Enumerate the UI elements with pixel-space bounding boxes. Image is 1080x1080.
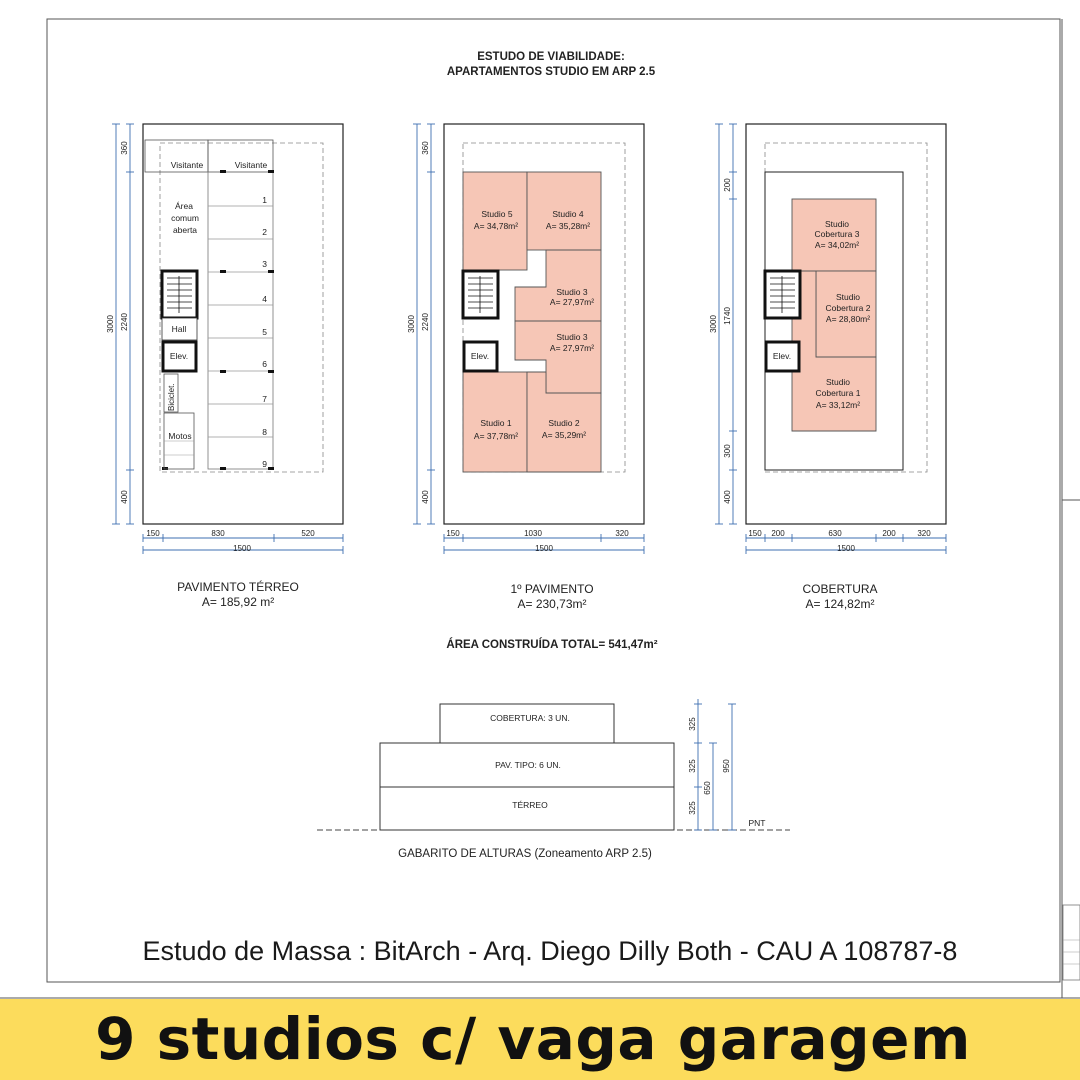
unit-area: A= 27,97m²	[549, 297, 595, 307]
plan-name: PAVIMENTO TÉRREO	[177, 580, 299, 594]
moto-label: Motos	[168, 431, 192, 441]
title-line-2: APARTAMENTOS STUDIO EM ARP 2.5	[446, 66, 656, 78]
unit-name: Studio 4	[552, 209, 584, 219]
section-caption: GABARITO DE ALTURAS (Zoneamento ARP 2.5)	[398, 848, 652, 860]
dim-inner: 2240	[421, 313, 430, 331]
area-comum-label: Área	[175, 201, 193, 211]
unit-name: Studio	[825, 377, 851, 387]
unit-name: Studio 1	[480, 418, 512, 428]
parking-number: 8	[262, 427, 267, 437]
unit-area: A= 35,28m²	[545, 221, 591, 231]
bike-label: Biciclet.	[167, 383, 176, 411]
unit-name: Cobertura 2	[825, 303, 871, 313]
dim-right: 520	[301, 529, 315, 538]
unit-area: A= 27,97m²	[549, 343, 595, 353]
dim-total-height: 950	[722, 759, 731, 773]
dim-bottom: 400	[421, 490, 430, 504]
visitor-label: Visitante	[234, 160, 268, 170]
dim-inner: 1740	[723, 307, 732, 325]
dim-total-width: 1500	[233, 544, 251, 553]
dim-mid: 300	[723, 444, 732, 458]
dim-total-width: 1500	[837, 544, 855, 553]
parking-number: 2	[262, 227, 267, 237]
parking-column	[208, 172, 273, 469]
unit-area: A= 34,78m²	[473, 221, 519, 231]
unit-name: Cobertura 3	[814, 229, 860, 239]
dim-setback: 200	[723, 178, 732, 192]
dim-total: 3000	[106, 315, 115, 333]
dim-e: 320	[917, 529, 931, 538]
dim-mid: 1030	[524, 529, 542, 538]
dim-left: 150	[446, 529, 460, 538]
area-comum-label: comum	[171, 213, 199, 223]
headline-text: 9 studios c/ vaga garagem	[95, 1005, 971, 1073]
unit-name: Studio 3	[556, 287, 588, 297]
dim-total: 3000	[407, 315, 416, 333]
unit-name: Studio 5	[481, 209, 513, 219]
dim-inner: 2240	[120, 313, 129, 331]
elevator-label: Elev.	[470, 351, 490, 361]
height-section	[317, 699, 790, 860]
plan-name: COBERTURA	[802, 582, 878, 596]
unit-area: A= 35,29m²	[541, 430, 587, 440]
floor-label: COBERTURA: 3 UN.	[490, 713, 570, 723]
plan-area: A= 124,82m²	[805, 597, 875, 611]
parking-number: 5	[262, 327, 267, 337]
dim-top: 360	[120, 141, 129, 155]
parking-number: 1	[262, 195, 267, 205]
unit-name: Studio	[835, 292, 861, 302]
visitor-label: Visitante	[170, 160, 204, 170]
unit-studio-3-upper	[515, 250, 601, 321]
plan-primeiro-pavimento	[407, 124, 644, 611]
plan-name: 1º PAVIMENTO	[510, 582, 594, 596]
unit-area: A= 34,02m²	[814, 240, 860, 250]
unit-area: A= 33,12m²	[815, 400, 861, 410]
dim-d: 200	[882, 529, 896, 538]
plan-area: A= 185,92 m²	[201, 595, 275, 609]
unit-name: Studio 2	[548, 418, 580, 428]
unit-name: Studio 3	[556, 332, 588, 342]
dim-top: 360	[421, 141, 430, 155]
plan-terreo	[106, 124, 343, 609]
pnt-label: PNT	[748, 818, 766, 828]
parking-number: 4	[262, 294, 267, 304]
dim-c: 630	[828, 529, 842, 538]
floor-label: TÉRREO	[512, 800, 548, 810]
parking-number: 7	[262, 394, 267, 404]
parking-number: 3	[262, 259, 267, 269]
elevator-label: Elev.	[169, 351, 189, 361]
dim-a: 150	[748, 529, 762, 538]
dim-total-width: 1500	[535, 544, 553, 553]
unit-area: A= 28,80m²	[825, 314, 871, 324]
dim-floor-height: 325	[688, 717, 697, 731]
plan-area: A= 230,73m²	[517, 597, 587, 611]
unit-name: Studio	[824, 219, 850, 229]
elevator-label: Elev.	[772, 351, 792, 361]
dim-floor-height: 325	[688, 759, 697, 773]
dim-total: 3000	[709, 315, 718, 333]
hall-label: Hall	[171, 324, 187, 334]
dim-b: 200	[771, 529, 785, 538]
dim-left: 150	[146, 529, 160, 538]
dim-mid: 830	[211, 529, 225, 538]
plan-cobertura	[709, 124, 946, 611]
title-line-1: ESTUDO DE VIABILIDADE:	[477, 51, 625, 63]
parking-number: 6	[262, 359, 267, 369]
dim-partial-height: 650	[703, 781, 712, 795]
area-comum-label: aberta	[172, 225, 198, 235]
parking-number: 9	[262, 459, 267, 469]
total-area: ÁREA CONSTRUÍDA TOTAL= 541,47m²	[446, 639, 658, 651]
dim-floor-height: 325	[688, 801, 697, 815]
dim-bottom: 400	[723, 490, 732, 504]
headline-banner	[0, 999, 1080, 1080]
dim-bottom: 400	[120, 490, 129, 504]
floor-cobertura	[440, 704, 614, 743]
unit-area: A= 37,78m²	[473, 431, 519, 441]
unit-name: Cobertura 1	[815, 388, 861, 398]
dim-right: 320	[615, 529, 629, 538]
floor-label: PAV. TIPO: 6 UN.	[495, 760, 561, 770]
author-credit: Estudo de Massa : BitArch - Arq. Diego Dilly Both - CAU A 108787-8	[142, 936, 958, 966]
